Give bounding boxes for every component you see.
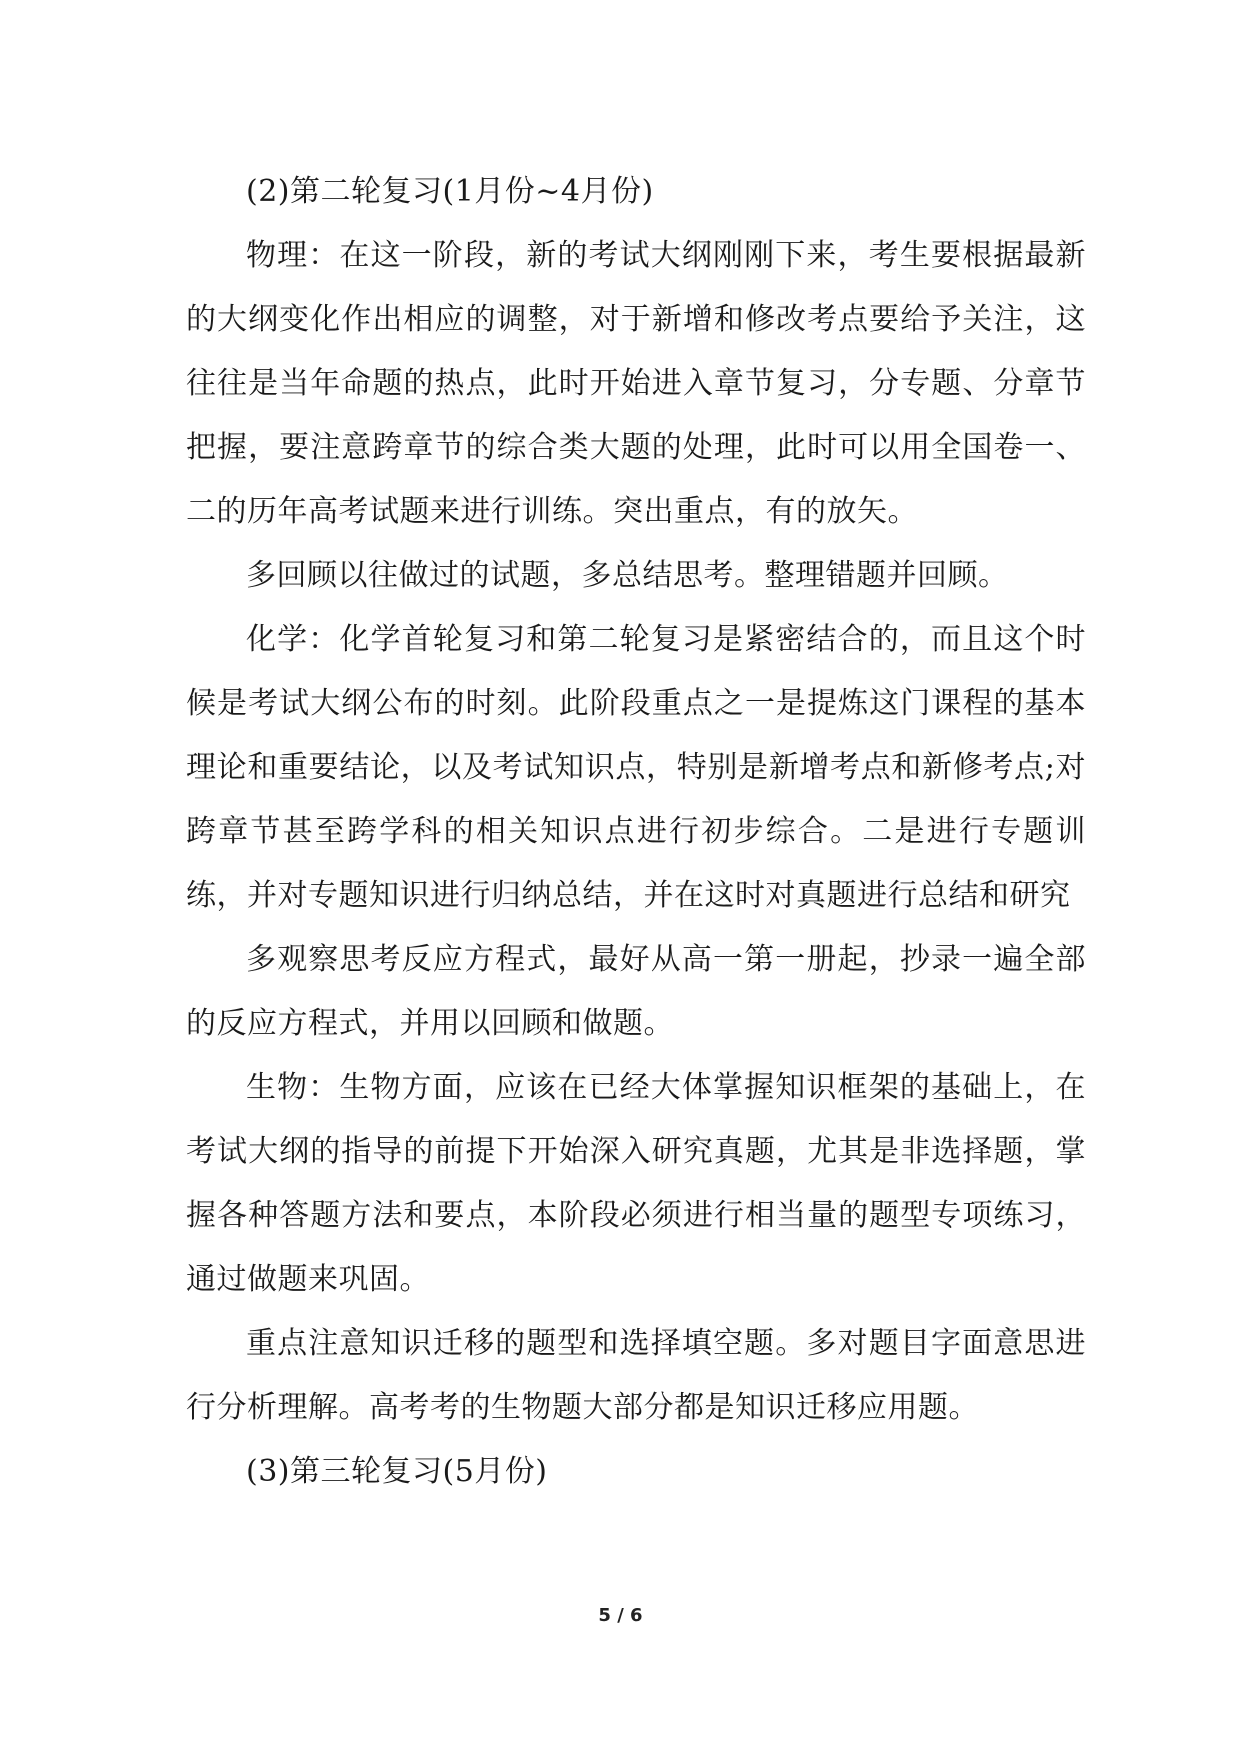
paragraph-physics: 物理：在这一阶段，新的考试大纲刚刚下来，考生要根据最新的大纲变化作出相应的调整，对于新增和修改考点要给予关注，这往往是当年命题的热点，此时开始进入章节复习，分专题、分章节把握，要注意跨章节的综合类大题的处理，此时可以用全国卷一、二的历年高考试题来进行训练。突出重点，有的放矢。	[186, 238, 1086, 529]
document-body	[186, 160, 1086, 1504]
section-heading-second-round: (2)第二轮复习(1月份~4月份)	[246, 174, 654, 209]
page-number: 5 / 6	[598, 1605, 643, 1626]
paragraph-physics-tip: 多回顾以往做过的试题，多总结思考。整理错题并回顾。	[246, 558, 1009, 593]
paragraph-chemistry-tip: 多观察思考反应方程式，最好从高一第一册起，抄录一遍全部的反应方程式，并用以回顾和做题。	[186, 942, 1086, 1041]
paragraph-biology-tip: 重点注意知识迁移的题型和选择填空题。多对题目字面意思进行分析理解。高考考的生物题大部分都是知识迁移应用题。	[186, 1326, 1086, 1425]
paragraph-biology: 生物：生物方面，应该在已经大体掌握知识框架的基础上，在考试大纲的指导的前提下开始深入研究真题，尤其是非选择题，掌握各种答题方法和要点，本阶段必须进行相当量的题型专项练习，通过做题来巩固。	[186, 1070, 1086, 1297]
paragraph-chemistry: 化学：化学首轮复习和第二轮复习是紧密结合的，而且这个时候是考试大纲公布的时刻。此阶段重点之一是提炼这门课程的基本理论和重要结论，以及考试知识点，特别是新增考点和新修考点;对跨章节甚至跨学科的相关知识点进行初步综合。二是进行专题训练，并对专题知识进行归纳总结，并在这时对真题进行总结和研究	[186, 622, 1086, 913]
section-heading-third-round: (3)第三轮复习(5月份)	[246, 1454, 548, 1489]
